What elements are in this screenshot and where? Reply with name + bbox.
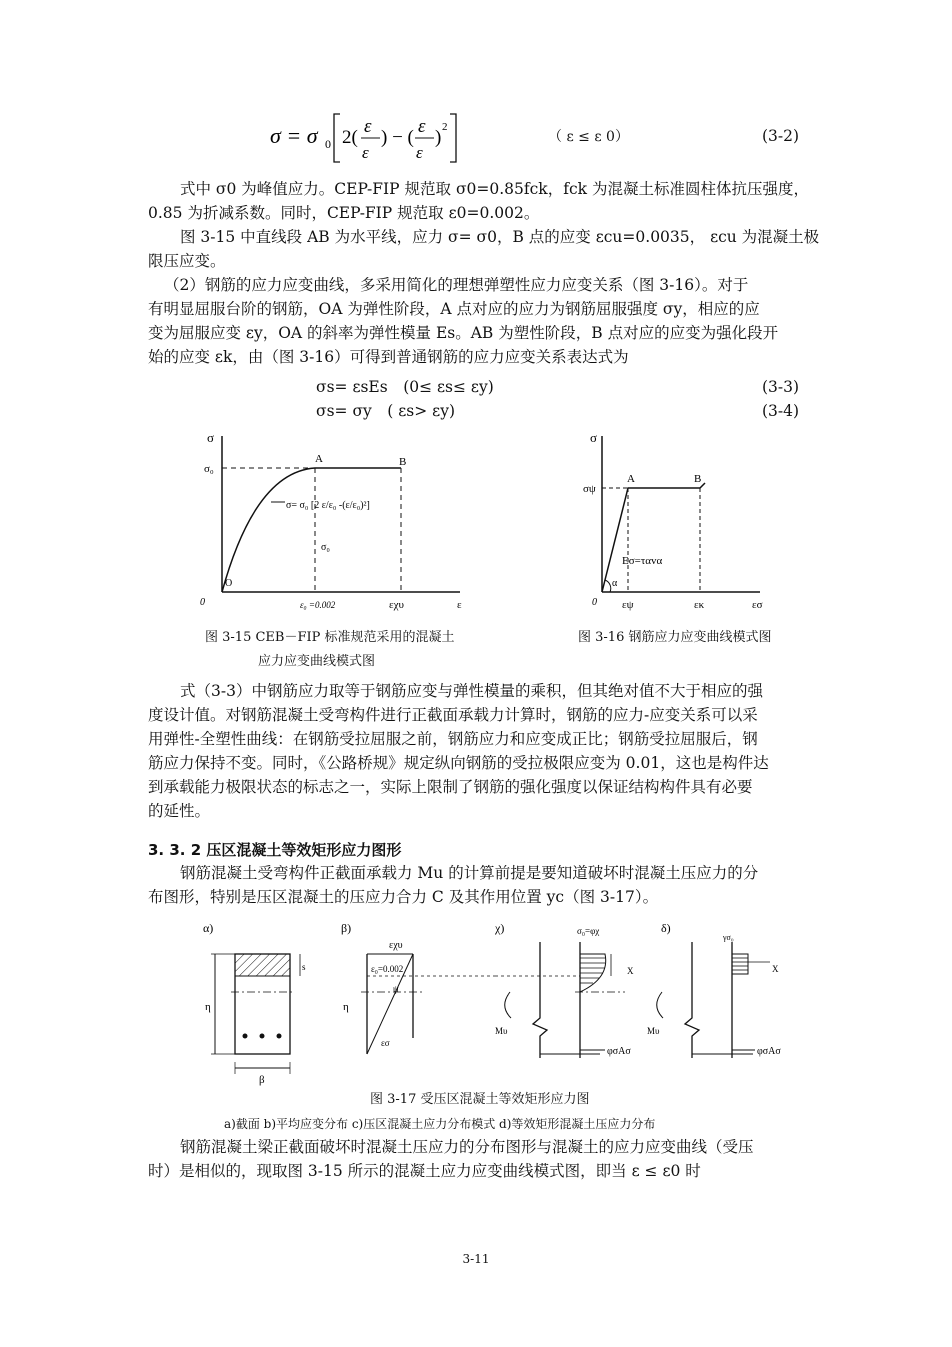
- formula-close: ): [435, 127, 442, 148]
- fig16-sigmay: σψ: [583, 483, 596, 495]
- fig16-es: Eσ=ταvα: [622, 555, 663, 567]
- figure-3-15: [195, 430, 485, 620]
- figure-3-16: [580, 430, 780, 620]
- fig15-epscu: εχυ: [389, 599, 404, 611]
- para2-line2: 限压应变。: [148, 252, 226, 270]
- fig17-compression-zone: [235, 954, 290, 976]
- fig17-width-b: β: [259, 1074, 265, 1086]
- para5-line1: 钢筋混凝土受弯构件正截面承载力 Mu 的计算前提是要知道破坏时混凝土压应力的分: [180, 864, 759, 882]
- para4-line1: 式（3-3）中钢筋应力取等于钢筋应变与弹性模量的乘积，但其绝对值不大于相应的强: [180, 682, 763, 700]
- fig17-x-label2: X: [772, 964, 779, 974]
- fig17-epss: εσ: [381, 1038, 390, 1048]
- equation-3-4-number: (3-4): [762, 402, 800, 420]
- figure-3-17: [195, 918, 795, 1086]
- fig16-epss: εσ: [752, 599, 763, 611]
- formula-number: (3-2): [762, 127, 800, 145]
- fig15-eps0: ε₀ =0.002: [300, 600, 336, 610]
- fig17-x-label: X: [627, 966, 634, 976]
- equation-3-3: σs= εsEs (0≤ εs≤ εy): [316, 378, 494, 396]
- formula-eps0-den: ε: [362, 143, 369, 162]
- fig15-eps: ε: [457, 599, 462, 611]
- para6-line2: 时）是相似的，现取图 3-15 所示的混凝土应力应变曲线模式图，即当 ε ≤ ε0 时: [148, 1162, 701, 1180]
- fig16-alpha: α: [612, 578, 618, 589]
- para4-line3: 用弹性-全塑性曲线：在钢筋受拉屈服之前，钢筋应力和应变成正比；钢筋受拉屈服后，钢: [148, 730, 758, 748]
- formula-lhs: σ = σ: [270, 123, 318, 148]
- fig17-height-h: η: [205, 1001, 211, 1013]
- fig17-phias: φσAσ: [607, 1046, 631, 1057]
- fig16-caption: 图 3-16 钢筋应力应变曲线模式图: [578, 630, 772, 645]
- formula-sub0: 0: [325, 137, 331, 151]
- fig15-zero: 0: [200, 597, 205, 608]
- fig17-mu: Mυ: [495, 1026, 508, 1036]
- fig17-sigma0: σ₀=φχ: [577, 926, 600, 936]
- equation-3-4: σs= σy ( εs> εy): [316, 402, 455, 420]
- para1-line2: 0.85 为折减系数。同时，CEP-FIP 规范取 ε0=0.002。: [148, 204, 540, 222]
- fig16-ylabel: σ: [590, 430, 598, 445]
- para3-line1: （2）钢筋的应力应变曲线，多采用简化的理想弹塑性应力应变关系（图 3-16）。对于: [164, 276, 749, 294]
- fig17-eps0: ε₀=0.002: [371, 964, 404, 974]
- fig16-epsy: εψ: [622, 599, 634, 611]
- para4-line2: 度设计值。对钢筋混凝土受弯构件进行正截面承载力计算时，钢筋的应力-应变关系可以采: [148, 706, 758, 724]
- fig17-label-d: δ): [661, 921, 671, 935]
- formula-square: 2: [442, 121, 448, 133]
- fig17-psi: ψ: [393, 984, 399, 994]
- para2-line1: 图 3-15 中直线段 AB 为水平线，应力 σ= σ0，B 点的应变 εcu=0.0035， εcu 为混凝土极: [180, 228, 820, 246]
- para1-line1: 式中 σ0 为峰值应力。CEP-FIP 规范取 σ0=0.85fck，fck 为混凝土标准圆柱体抗压强度，: [180, 180, 809, 198]
- formula-mid: ) − (: [381, 127, 414, 148]
- formula-3-2-graphic: [270, 110, 470, 168]
- fig16-zero: 0: [592, 597, 597, 608]
- fig15-sigma0: σ₀: [204, 463, 214, 475]
- fig16-point-b: B: [694, 473, 702, 485]
- para5-line2: 布图形，特别是压区混凝土的压应力合力 C 及其作用位置 yc（图 3-17）。: [148, 888, 659, 906]
- section-heading: 3. 3. 2 压区混凝土等效矩形应力图形: [148, 841, 402, 859]
- fig17-caption-line2: a)截面 b)平均应变分布 c)压区混凝土应力分布模式 d)等效矩形混凝土压应力分布: [224, 1117, 656, 1131]
- page-number: 3-11: [462, 1252, 490, 1266]
- fig15-curve: [222, 468, 401, 592]
- para6-line1: 钢筋混凝土梁正截面破坏时混凝土压应力的分布图形与混凝土的应力应变曲线（受压: [180, 1138, 754, 1156]
- formula-eps-num: ε: [364, 116, 372, 137]
- fig17-s: s: [302, 962, 306, 972]
- fig17-label-c: χ): [495, 921, 505, 935]
- fig15-formula: σ= σ₀ [2 ε/ε₀ -(ε/ε₀)²]: [286, 500, 370, 511]
- fig15-sigma0-mid: σ₀: [321, 542, 330, 553]
- fig15-point-b: B: [399, 456, 407, 468]
- fig15-origin-o: O: [225, 578, 233, 589]
- para3-line2: 有明显屈服台阶的钢筋，OA 为弹性阶段，A 点对应的应力为钢筋屈服强度 σy，相应的应: [148, 300, 760, 318]
- formula-two: 2(: [342, 127, 358, 148]
- fig15-caption-line1: 图 3-15 CEB－FIP 标准规范采用的混凝土: [205, 630, 455, 645]
- fig17-phias2: φσAσ: [757, 1046, 781, 1057]
- equation-3-3-number: (3-3): [762, 378, 800, 396]
- fig17-label-a: α): [203, 921, 214, 935]
- para4-line6: 的延性。: [148, 802, 211, 820]
- fig17-epscu: εχυ: [389, 940, 403, 951]
- fig15-caption-line2: 应力应变曲线模式图: [258, 654, 376, 669]
- formula-condition: （ ε ≤ ε 0）: [548, 129, 629, 145]
- fig15-point-a: A: [315, 453, 323, 465]
- para4-line4: 筋应力保持不变。同时，《公路桥规》规定纵向钢筋的受拉极限应变为 0.01，这也是构件达: [148, 754, 769, 772]
- fig17-mu2: Mυ: [647, 1026, 660, 1036]
- para3-line3: 变为屈服应变 εy，OA 的斜率为弹性模量 Es。AB 为塑性阶段，B 点对应的应变为强化段开: [148, 324, 779, 342]
- fig16-point-a: A: [627, 473, 635, 485]
- fig16-curve: [602, 483, 705, 592]
- para3-line4: 始的应变 εk，由（图 3-16）可得到普通钢筋的应力应变关系表达式为: [148, 348, 629, 366]
- fig17-caption-line1: 图 3-17 受压区混凝土等效矩形应力图: [370, 1092, 590, 1107]
- fig17-gamma: γσ₀: [723, 933, 734, 942]
- fig16-epsk: εκ: [694, 599, 705, 611]
- fig17-height-h2: η: [343, 1001, 349, 1013]
- para4-line5: 到承载能力极限状态的标志之一，实际上限制了钢筋的强化强度以保证结构构件具有必要: [148, 778, 753, 796]
- formula-eps-num2: ε: [418, 116, 426, 137]
- formula-eps0-den2: ε: [416, 143, 423, 162]
- fig15-ylabel: σ: [207, 430, 215, 445]
- fig17-label-b: β): [341, 921, 352, 935]
